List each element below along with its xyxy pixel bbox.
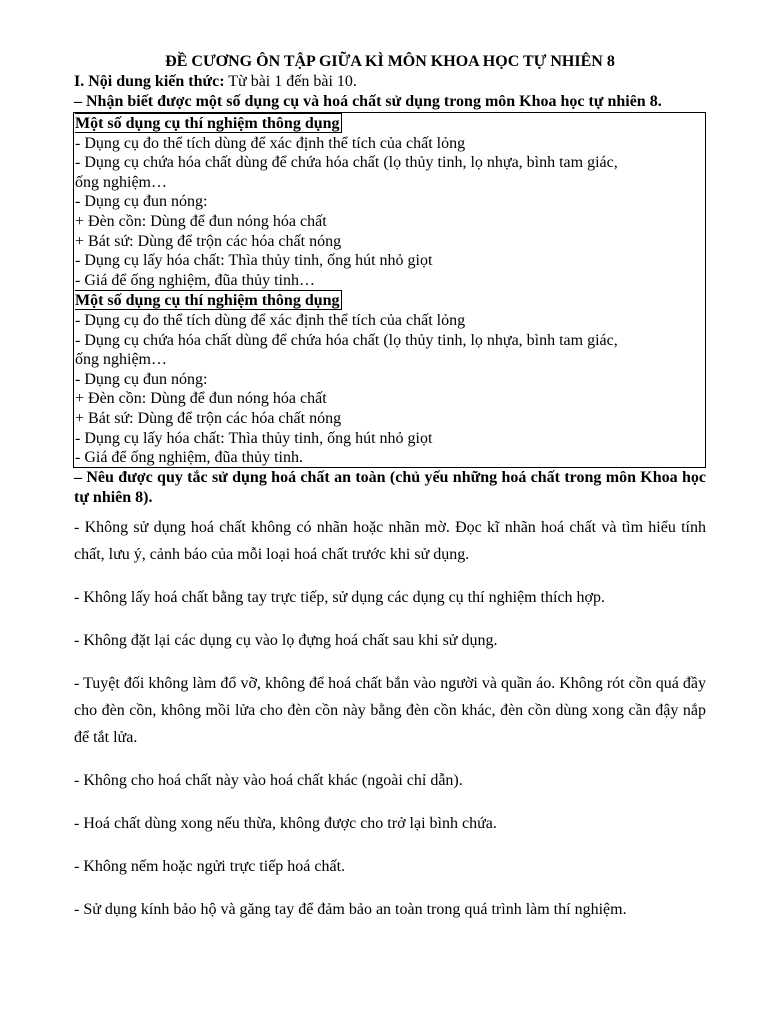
equipment-line: - Dụng cụ đo thể tích dùng để xác định thể tích của chất lỏng <box>75 134 466 152</box>
equipment-line: - Dụng cụ đun nóng: <box>75 370 208 388</box>
equipment-line: - Dụng cụ chứa hóa chất dùng để chứa hóa chất (lọ thủy tinh, lọ nhựa, bình tam giác, <box>75 154 618 172</box>
equipment-line: ống nghiệm… <box>75 351 167 369</box>
equipment-table <box>73 112 706 468</box>
equipment-line: - Dụng cụ lấy hóa chất: Thìa thủy tinh, ống hút nhỏ giọt <box>75 252 433 270</box>
equipment-line: - Dụng cụ chứa hóa chất dùng để chứa hóa chất (lọ thủy tinh, lọ nhựa, bình tam giác, <box>75 331 618 349</box>
safety-rule: - Không cho hoá chất này vào hoá chất khác (ngoài chỉ dẫn). <box>74 772 463 789</box>
equipment-line: - Dụng cụ đun nóng: <box>75 193 208 211</box>
equipment-line: - Dụng cụ lấy hóa chất: Thìa thủy tinh, ống hút nhỏ giọt <box>75 429 433 447</box>
equipment-line: + Bát sứ: Dùng để trộn các hóa chất nóng <box>75 232 342 250</box>
safety-rule: - Không sử dụng hoá chất không có nhãn hoặc nhãn mờ. Đọc kĩ nhãn hoá chất và tìm hiểu tính chất, lưu ý, cảnh báo của mỗi loại hoá chất trước khi sử dụng. <box>74 519 706 563</box>
equipment-group-a <box>75 113 705 134</box>
page-title: ĐỀ CƯƠNG ÔN TẬP GIỮA KÌ MÔN KHOA HỌC TỰ NHIÊN 8 <box>165 53 615 70</box>
safety-rule: - Hoá chất dùng xong nếu thừa, không được cho trở lại bình chứa. <box>74 815 497 832</box>
equipment-line: + Bát sứ: Dùng để trộn các hóa chất nóng <box>75 409 342 427</box>
section-label: I. Nội dung kiến thức: <box>74 73 225 90</box>
requirement-heading-1: – Nhận biết được một số dụng cụ và hoá chất sử dụng trong môn Khoa học tự nhiên 8. <box>74 93 662 110</box>
safety-rule: - Sử dụng kính bảo hộ và găng tay để đảm bảo an toàn trong quá trình làm thí nghiệm. <box>74 901 627 918</box>
equipment-line: - Dụng cụ đo thể tích dùng để xác định thể tích của chất lỏng <box>75 311 466 329</box>
equipment-heading: Một số dụng cụ thí nghiệm thông dụng <box>75 115 340 132</box>
safety-rule: - Không đặt lại các dụng cụ vào lọ đựng hoá chất sau khi sử dụng. <box>74 632 498 649</box>
equipment-group-b <box>75 290 705 311</box>
equipment-line: + Đèn cồn: Dùng để đun nóng hóa chất <box>75 212 327 230</box>
equipment-line: + Đèn cồn: Dùng để đun nóng hóa chất <box>75 390 327 408</box>
safety-rule: - Tuyệt đối không làm đổ vỡ, không để hoá chất bắn vào người và quần áo. Không rót cồn quá đầy cho đèn cồn, không mồi lửa cho đèn cồn này bằng đèn cồn khác, đèn cồn dùng xong cần đậy nắp để tắt lửa. <box>74 675 706 746</box>
safety-rule: - Không nếm hoặc ngửi trực tiếp hoá chất. <box>74 858 346 875</box>
safety-rule: - Không lấy hoá chất bằng tay trực tiếp, sử dụng các dụng cụ thí nghiệm thích hợp. <box>74 589 606 606</box>
equipment-heading: Một số dụng cụ thí nghiệm thông dụng <box>75 292 340 310</box>
document-page <box>74 52 706 923</box>
section-heading <box>74 72 706 92</box>
requirement-heading-2: – Nêu được quy tắc sử dụng hoá chất an toàn (chủ yếu những hoá chất trong môn Khoa học tự nhiên 8). <box>74 469 706 506</box>
equipment-line: - Giá để ống nghiệm, đũa thủy tinh. <box>75 449 303 467</box>
equipment-line: - Giá để ống nghiệm, đũa thủy tinh… <box>75 271 315 289</box>
equipment-line: ống nghiệm… <box>75 173 167 191</box>
section-text: Từ bài 1 đến bài 10. <box>224 73 357 90</box>
